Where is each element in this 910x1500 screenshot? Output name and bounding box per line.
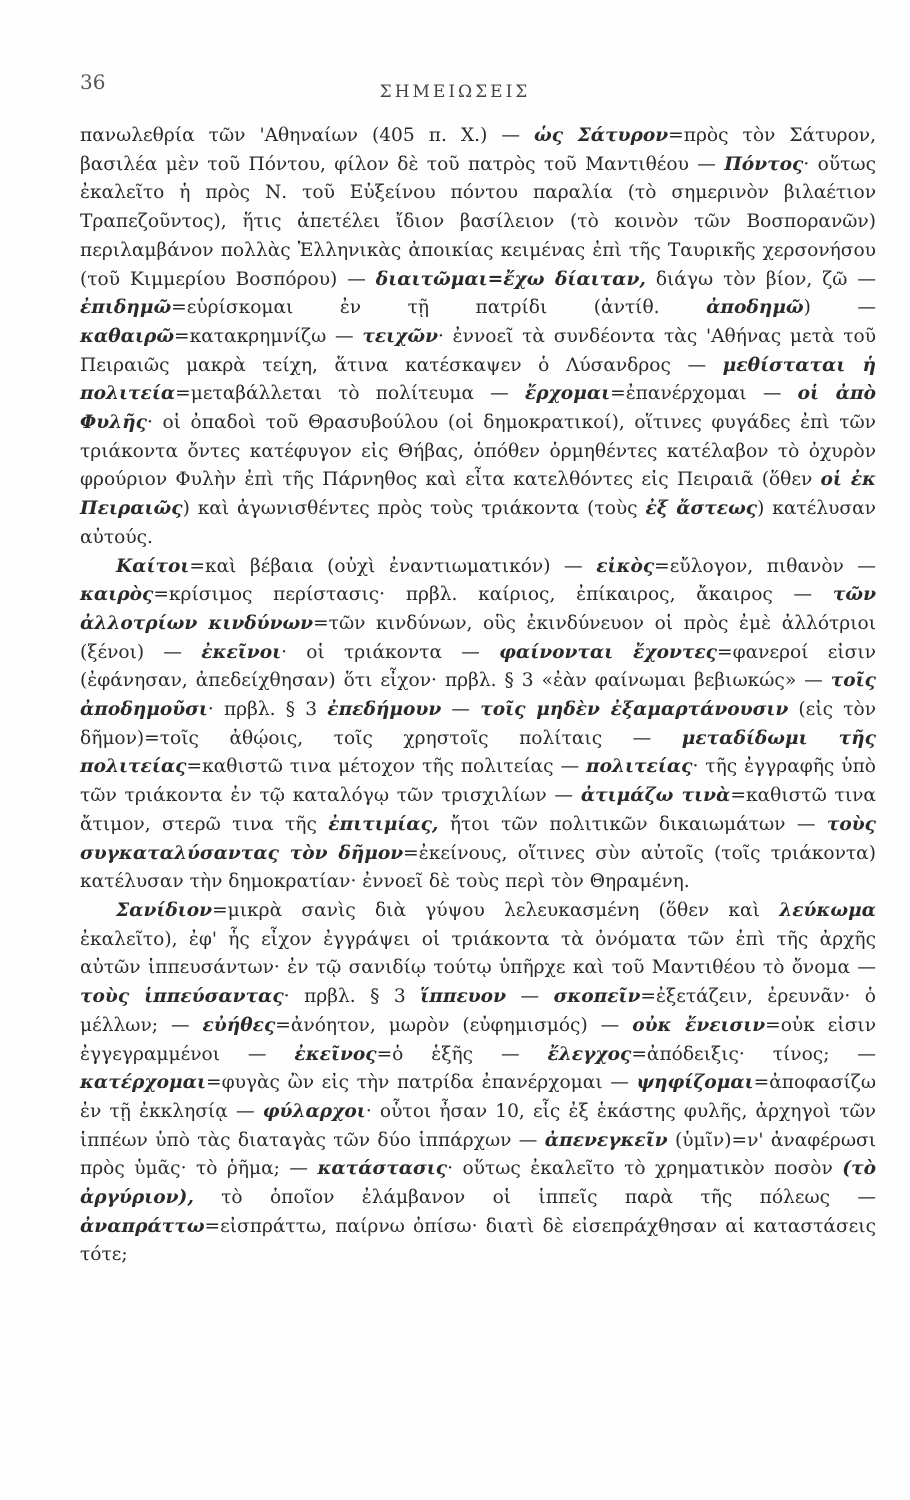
lemma-term: εὐήθες bbox=[202, 1014, 276, 1036]
lemma-term: οὐκ ἔνεισιν bbox=[632, 1014, 766, 1036]
lemma-term: τοῖς ἀποδημοῦσι bbox=[80, 670, 876, 721]
lemma-term: καθαιρῶ bbox=[80, 325, 175, 347]
note-text: =οὐκ εἰσιν ἐγγεγραμμένοι — bbox=[80, 1014, 877, 1065]
lemma-term: ἐπιδημῶ bbox=[80, 297, 172, 319]
lemma-term: ἀτιμάζω τινὰ bbox=[580, 785, 731, 807]
note-text: =εὑρίσκομαι ἐν τῇ πατρίδι (ἀντίθ. bbox=[171, 297, 707, 319]
lemma-term: ἀποδημῶ bbox=[706, 297, 804, 319]
note-text: =ἀποφασίζω ἐν τῇ ἐκκλησίᾳ — bbox=[80, 1072, 876, 1122]
note-text: =κρίσιμος περίστασις· πρβλ. καίριος, ἐπίκαιρος, ἄκαιρος — bbox=[153, 584, 833, 606]
note-text: · τῆς ἐγγραφῆς ὑπὸ τῶν τριάκοντα ἐν τῷ καταλόγῳ τῶν τρισχιλίων — bbox=[80, 756, 876, 807]
note-paragraph bbox=[80, 897, 876, 1270]
note-text: — bbox=[441, 699, 481, 721]
note-text: · οἱ ὀπαδοὶ τοῦ Θρασυβούλου (οἱ δημοκρατικοί), οἵτινες φυγάδες ἐπὶ τῶν τριάκοντα ὄντες κατέφυγον εἰς Θήβας, ὁπόθεν ὁρμηθέντες κατέλαβον τὸ ὀχυρὸν φρούριον Φυλὴν ἐπὶ τῆς Πάρνηθος καὶ εἶτα κατελθόντες εἰς Πειραιᾶ (ὅθεν bbox=[80, 412, 876, 491]
lemma-term: οἱ ἀπὸ Φυλῆς bbox=[80, 383, 876, 434]
lemma-term: ἐκεῖνος bbox=[294, 1043, 377, 1065]
lemma-term: φύλαρχοι bbox=[262, 1100, 366, 1122]
note-text: · οὕτως ἐκαλεῖτο τὸ χρηματικὸν ποσὸν bbox=[447, 1158, 843, 1180]
lemma-term: ἔλεγχος bbox=[547, 1043, 632, 1065]
lemma-term: Σανίδιον bbox=[116, 899, 213, 921]
note-text: · πρβλ. § 3 bbox=[283, 986, 421, 1008]
note-text: · πρβλ. § 3 bbox=[207, 699, 328, 721]
note-text: =μεταβάλλεται τὸ πολίτευμα — bbox=[175, 383, 525, 405]
note-text: (εἰς τὸν δῆμον)=τοῖς ἀθῴοις, τοῖς χρηστοῖς πολίταις — bbox=[80, 699, 876, 749]
note-text: =ἐπανέρχομαι — bbox=[610, 383, 798, 405]
note-text: ) καὶ ἀγωνισθέντες πρὸς τοὺς τριάκοντα (τοὺς bbox=[182, 498, 646, 520]
lemma-term: καιρὸς bbox=[80, 584, 154, 606]
note-text: — bbox=[505, 986, 554, 1008]
lemma-term: οἱ ἐκ Πειραιῶς bbox=[80, 469, 876, 520]
lemma-term: διαιτῶμαι=ἔχω δίαιταν, bbox=[375, 268, 646, 290]
note-text: =φυγὰς ὢν εἰς τὴν πατρίδα ἐπανέρχομαι — bbox=[205, 1072, 637, 1094]
note-text: =εἰσπράττω, παίρνω ὀπίσω· διατὶ δὲ εἰσεπράχθησαν αἱ καταστάσεις τότε; bbox=[80, 1215, 876, 1266]
note-text: =ἐκείνους, οἵτινες σὺν αὐτοῖς (τοῖς τριάκοντα) κατέλυσαν τὴν δημοκρατίαν· ἐννοεῖ δὲ τοὺς περὶ τὸν Θηραμένη. bbox=[80, 842, 876, 893]
lemma-term: τοῖς μηδὲν ἐξαμαρτάνουσιν bbox=[480, 699, 789, 721]
lemma-term: Καίτοι bbox=[116, 555, 190, 577]
lemma-term: ἐπεδήμουν bbox=[327, 699, 442, 721]
lemma-term: ἀπενεγκεῖν bbox=[544, 1129, 668, 1151]
lemma-term: ἐκεῖνοι bbox=[201, 641, 282, 663]
lemma-term: τοὺς συγκαταλύσαντας τὸν δῆμον bbox=[80, 813, 876, 864]
note-text: =ἐξετάζειν, ἐρευνᾶν· ὁ μέλλων; — bbox=[80, 986, 876, 1036]
lemma-term: τοὺς ἱππεύσαντας bbox=[80, 986, 284, 1008]
note-text: =μικρὰ σανὶς διὰ γύψου λελευκασμένη (ὅθεν καὶ bbox=[212, 899, 780, 921]
lemma-term: πολιτείας bbox=[585, 756, 693, 778]
note-text: ) κατέλυσαν αὐτούς. bbox=[80, 498, 876, 548]
note-text: · οὗτοι ἦσαν 10, εἷς ἐξ ἑκάστης φυλῆς, ἀρχηγοὶ τῶν ἱππέων ὑπὸ τὰς διαταγὰς τῶν δύο ἱππάρχων — bbox=[80, 1100, 876, 1151]
note-text: τὸ ὁποῖον ἐλάμβανον οἱ ἱππεῖς παρὰ τῆς πόλεως — bbox=[193, 1187, 876, 1209]
note-text: =ἀνόητον, μωρὸν (εὐφημισμός) — bbox=[275, 1014, 633, 1036]
note-paragraph bbox=[80, 122, 876, 553]
lemma-term: φαίνονται ἔχοντες bbox=[499, 641, 718, 663]
note-text: =ὁ ἑξῆς — bbox=[376, 1043, 548, 1065]
note-text: διάγω τὸν βίον, ζῶ — bbox=[645, 268, 877, 290]
lemma-term: Πόντος bbox=[724, 153, 804, 175]
lemma-term: (τὸ ἀργύριον), bbox=[80, 1158, 876, 1209]
lemma-term: τῶν ἀλλοτρίων κινδύνων bbox=[80, 584, 876, 634]
lemma-term: κατέρχομαι bbox=[80, 1072, 206, 1094]
lemma-term: ὡς Σάτυρον bbox=[534, 125, 669, 146]
lemma-term: κατάστασις bbox=[317, 1158, 448, 1180]
lemma-term: ψηφίζομαι bbox=[636, 1072, 754, 1094]
lemma-term: ἐπιτιμίας, bbox=[328, 813, 439, 835]
page-number: 36 bbox=[80, 70, 106, 94]
lemma-term: σκοπεῖν bbox=[553, 986, 641, 1008]
note-text: ἤτοι τῶν πολιτικῶν δικαιωμάτων — bbox=[438, 813, 827, 835]
note-text: · ἐννοεῖ τὰ συνδέοντα τὰς 'Αθήνας μετὰ τοῦ Πειραιῶς μακρὰ τείχη, ἅτινα κατέσκαψεν ὁ Λύσανδρος — bbox=[80, 325, 876, 376]
note-text: =καθιστῶ τινα ἄτιμον, στερῶ τινα τῆς bbox=[80, 785, 876, 835]
notes-text-block bbox=[80, 122, 876, 1270]
note-text: =καὶ βέβαια (οὐχὶ ἐναντιωματικόν) — bbox=[189, 555, 597, 577]
note-text: ἐκαλεῖτο), ἐφ' ἧς εἶχον ἐγγράψει οἱ τριάκοντα τὰ ὀνόματα τῶν ἐπὶ τῆς ἀρχῆς αὐτῶν ἱππευσάντων· ἐν τῷ σανιδίῳ τούτῳ ὑπῆρχε καὶ τοῦ Μαντιθέου τὸ ὄνομα — bbox=[80, 928, 876, 979]
note-text: =φανεροί εἰσιν (ἐφάνησαν, ἀπεδείχθησαν) ὅτι εἶχον· πρβλ. § 3 «ἐὰν φαίνωμαι βεβιωκώς» — bbox=[80, 641, 876, 692]
note-text: (ὑμῖν)=ν' ἀναφέρωσι πρὸς ὑμᾶς· τὸ ῥῆμα; — bbox=[80, 1129, 877, 1180]
note-text: =τῶν κινδύνων, οὓς ἐκινδύνευον οἱ πρὸς ἐμὲ ἀλλότριοι (ξένοι) — bbox=[80, 612, 877, 663]
note-text: · οἱ τριάκοντα — bbox=[281, 641, 500, 663]
lemma-term: λεύκωμα bbox=[779, 899, 876, 921]
lemma-term: μεθίσταται ἡ πολιτεία bbox=[80, 354, 876, 405]
lemma-term: μεταδίδωμι τῆς πολιτείας bbox=[80, 727, 876, 778]
note-paragraph bbox=[80, 553, 876, 897]
note-text: · οὕτως ἐκαλεῖτο ἡ πρὸς Ν. τοῦ Εὐξείνου πόντου παραλία (τὸ σημερινὸν βιλαέτιον Τραπεζοῦντος), ἥτις ἀπετέλει ἴδιον βασίλειον (τὸ κοινὸν τῶν Βοσπορανῶν) περιλαμβάνον πολλὰς Ἑλληνικὰς ἀποικίας κειμένας ἐπὶ τῆς Ταυρικῆς χερσονήσου (τοῦ Κιμμερίου Βοσπόρου) — bbox=[80, 153, 876, 290]
lemma-term: ἔρχομαι bbox=[524, 383, 611, 405]
lemma-term: ἵππευον bbox=[420, 986, 506, 1008]
note-text: ) — bbox=[803, 297, 876, 319]
lemma-term: εἰκὸς bbox=[596, 555, 655, 577]
lemma-term: τειχῶν bbox=[362, 325, 439, 347]
note-text: πανωλεθρία τῶν 'Αθηναίων (405 π. Χ.) — bbox=[80, 125, 534, 146]
note-text: =ἀπόδειξις· τίνος; — bbox=[631, 1043, 876, 1065]
note-text: =πρὸς τὸν Σάτυρον, βασιλέα μὲν τοῦ Πόντου, φίλον δὲ τοῦ πατρὸς τοῦ Μαντιθέου — bbox=[80, 125, 876, 175]
note-text: =κατακρημνίζω — bbox=[174, 325, 363, 347]
note-text: =καθιστῶ τινα μέτοχον τῆς πολιτείας — bbox=[186, 756, 586, 778]
lemma-term: ἐξ ἄστεως bbox=[645, 498, 758, 520]
note-text: =εὔλογον, πιθανὸν — bbox=[654, 555, 876, 577]
running-head: ΣΗΜΕΙΩΣΕΙΣ bbox=[379, 82, 531, 102]
lemma-term: ἀναπράττω bbox=[80, 1215, 205, 1237]
